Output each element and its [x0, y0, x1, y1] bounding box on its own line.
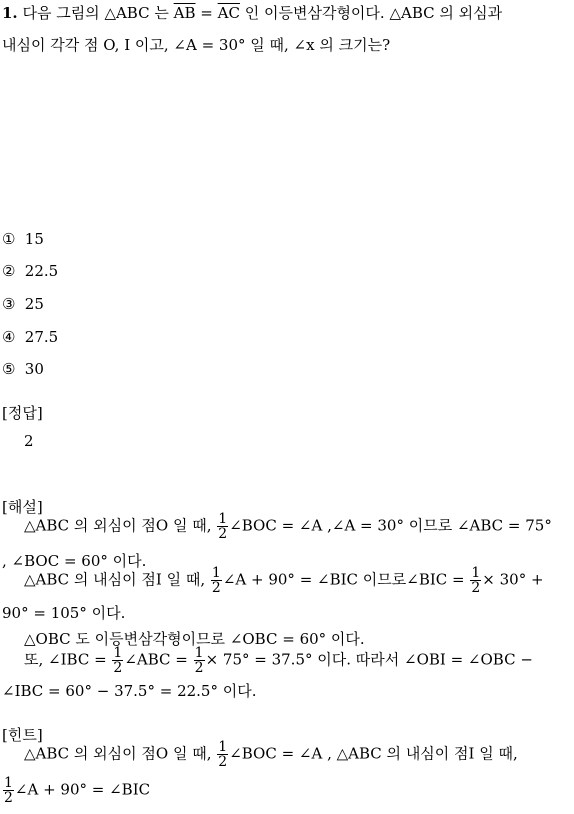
denominator: 2 [194, 660, 204, 676]
denominator: 2 [211, 580, 221, 596]
option-text: 30 [24, 360, 44, 378]
explanation-line-3 [24, 566, 544, 595]
text: △ABC 의 외심이 점O 일 때, [24, 516, 212, 535]
fraction [3, 776, 14, 805]
numerator: 1 [113, 645, 123, 661]
segment-ab: $\overline{AB}$ [173, 4, 196, 22]
denominator: 2 [4, 790, 13, 806]
fraction [194, 646, 205, 675]
text: ∠ABC = [124, 650, 188, 669]
text: △ABC 의 외심이 점O 일 때, [24, 744, 212, 763]
text: ∠BOC = ∠A ,∠A = 30° 이므로 ∠ABC = 75° [229, 516, 552, 535]
option-text: 22.5 [24, 262, 59, 280]
segment-ac: $\overline{AC}$ [217, 4, 240, 22]
hint-line-2 [2, 776, 150, 805]
denominator: 2 [471, 580, 481, 596]
numerator: 1 [218, 511, 228, 527]
answer-value: 2 [24, 432, 34, 450]
numerator: 1 [211, 565, 221, 581]
text: △ABC 의 내심이 점I 일 때, [24, 570, 206, 589]
explanation-label: [해설] [2, 498, 43, 516]
fraction [217, 740, 228, 769]
question-line-2: 내심이 각각 점 O, I 이고, ∠A = 30° 일 때, ∠x 의 크기는? [2, 36, 391, 54]
text: × 75° = 37.5° 이다. 따라서 ∠OBI = ∠OBC − [205, 650, 533, 669]
numerator: 1 [218, 739, 228, 755]
explanation-line-5: △OBC 도 이등변삼각형이므로 ∠OBC = 60° 이다. [24, 630, 365, 648]
option-3[interactable] [2, 295, 44, 313]
option-5[interactable] [2, 360, 44, 378]
explanation-line-6 [24, 646, 533, 675]
hint-line-1 [24, 740, 518, 769]
answer-label: [정답] [2, 404, 43, 422]
explanation-line-1 [24, 512, 552, 541]
text: 또, ∠IBC = [24, 650, 107, 669]
explanation-line-4: 90° = 105° 이다. [2, 604, 126, 622]
fraction [470, 566, 481, 595]
numerator: 1 [4, 775, 13, 791]
equals-sign: = [200, 4, 213, 22]
option-text: 15 [24, 230, 44, 248]
numerator: 1 [471, 565, 481, 581]
option-1[interactable] [2, 230, 44, 248]
explanation-line-7: ∠IBC = 60° − 37.5° = 22.5° 이다. [2, 682, 257, 700]
denominator: 2 [218, 526, 228, 542]
denominator: 2 [113, 660, 123, 676]
option-mark: ② [2, 262, 16, 280]
text: ∠A + 90° = ∠BIC [14, 780, 151, 799]
option-text: 25 [24, 295, 44, 313]
hint-label: [힌트] [2, 726, 43, 744]
option-mark: ⑤ [2, 360, 16, 378]
explanation-line-2: , ∠BOC = 60° 이다. [2, 552, 147, 570]
question-text-a: 다음 그림의 △ABC 는 [22, 4, 169, 22]
text: × 30° + [482, 570, 544, 589]
fraction [211, 566, 222, 595]
text: ∠A + 90° = ∠BIC 이므로∠BIC = [222, 570, 465, 589]
numerator: 1 [194, 645, 204, 661]
option-mark: ④ [2, 328, 16, 346]
option-mark: ③ [2, 295, 16, 313]
question-number: 1. [2, 4, 18, 22]
option-text: 27.5 [24, 328, 59, 346]
denominator: 2 [218, 754, 228, 770]
text: ∠BOC = ∠A , △ABC 의 내심이 점I 일 때, [229, 744, 518, 763]
fraction [217, 512, 228, 541]
question-line-1 [2, 2, 502, 23]
question-text-b: 인 이등변삼각형이다. △ABC 의 외심과 [244, 4, 503, 22]
option-2[interactable] [2, 262, 58, 280]
option-mark: ① [2, 230, 16, 248]
option-4[interactable] [2, 328, 58, 346]
fraction [112, 646, 123, 675]
